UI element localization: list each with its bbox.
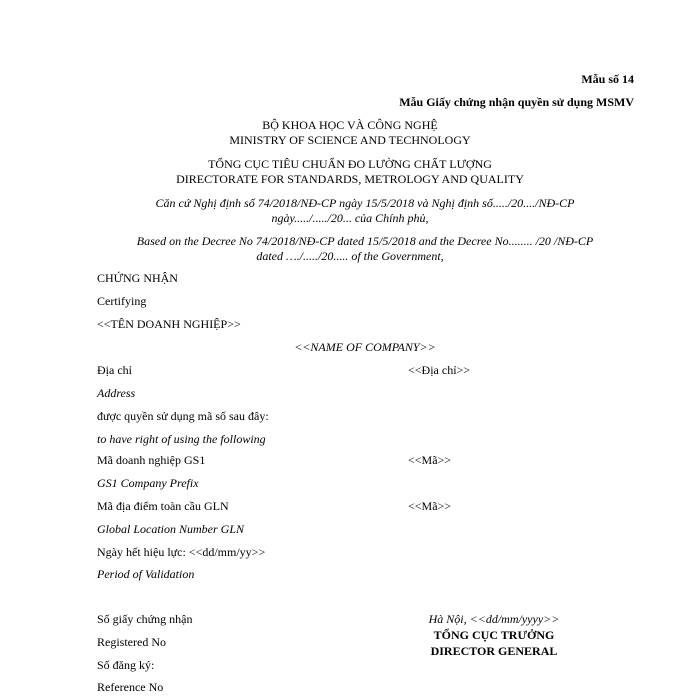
gs1-value: <<Mã>> xyxy=(408,453,452,467)
form-title: Mẫu Giấy chứng nhận quyền sử dụng MSMV xyxy=(399,95,634,109)
gln-value: <<Mã>> xyxy=(408,499,452,513)
right-of-use-en: to have right of using the following xyxy=(97,432,266,446)
address-label-vi: Địa chỉ xyxy=(97,363,132,377)
right-of-use-vi: được quyền sử dụng mã số sau đây: xyxy=(97,409,269,423)
basis-en-line1: Based on the Decree No 74/2018/NĐ-CP dated 15/5/2018 and the Decree No........ /20 /NĐ-CP xyxy=(136,234,594,248)
form-number: Mẫu số 14 xyxy=(581,72,634,86)
basis-en-line2: dated …./...../20..... of the Government, xyxy=(256,249,444,263)
certificate-number-vi: Số giấy chứng nhận xyxy=(97,612,193,626)
directorate-vi: TỔNG CỤC TIÊU CHUẨN ĐO LƯỜNG CHẤT LƯỢNG xyxy=(208,157,492,171)
company-name-en: <<NAME OF COMPANY>> xyxy=(294,340,436,354)
directorate-en: DIRECTORATE FOR STANDARDS, METROLOGY AND QUALITY xyxy=(176,172,524,186)
signer-title-vi: TỔNG CỤC TRƯỞNG xyxy=(433,628,555,642)
registration-number-vi: Số đăng ký: xyxy=(97,658,155,672)
certifying-vi: CHỨNG NHẬN xyxy=(97,271,178,285)
gs1-label-vi: Mã doanh nghiệp GS1 xyxy=(97,453,206,467)
company-name-vi: <<TÊN DOANH NGHIỆP>> xyxy=(97,317,241,331)
gln-label-vi: Mã địa điểm toàn cầu GLN xyxy=(97,499,229,513)
address-label-en: Address xyxy=(97,386,136,400)
expiry-vi: Ngày hết hiệu lực: <<dd/mm/yy>> xyxy=(97,545,266,559)
basis-vi-line2: ngày...../...../20... của Chính phủ, xyxy=(271,211,429,225)
place-date: Hà Nội, <<dd/mm/yyyy>> xyxy=(428,612,560,626)
address-value: <<Địa chỉ>> xyxy=(408,363,471,377)
expiry-en: Period of Validation xyxy=(97,567,195,581)
certificate-number-en: Registered No xyxy=(97,635,166,649)
gln-label-en: Global Location Number GLN xyxy=(97,522,245,536)
basis-vi-line1: Căn cứ Nghị định số 74/2018/NĐ-CP ngày 15/5/2018 và Nghị định số...../20..../NĐ-CP xyxy=(155,196,575,210)
signer-title-en: DIRECTOR GENERAL xyxy=(430,644,558,658)
registration-number-en: Reference No xyxy=(97,680,164,694)
certifying-en: Certifying xyxy=(97,294,147,308)
ministry-vi: BỘ KHOA HỌC VÀ CÔNG NGHỆ xyxy=(262,118,438,132)
gs1-label-en: GS1 Company Prefix xyxy=(97,476,199,490)
ministry-en: MINISTRY OF SCIENCE AND TECHNOLOGY xyxy=(229,133,471,147)
